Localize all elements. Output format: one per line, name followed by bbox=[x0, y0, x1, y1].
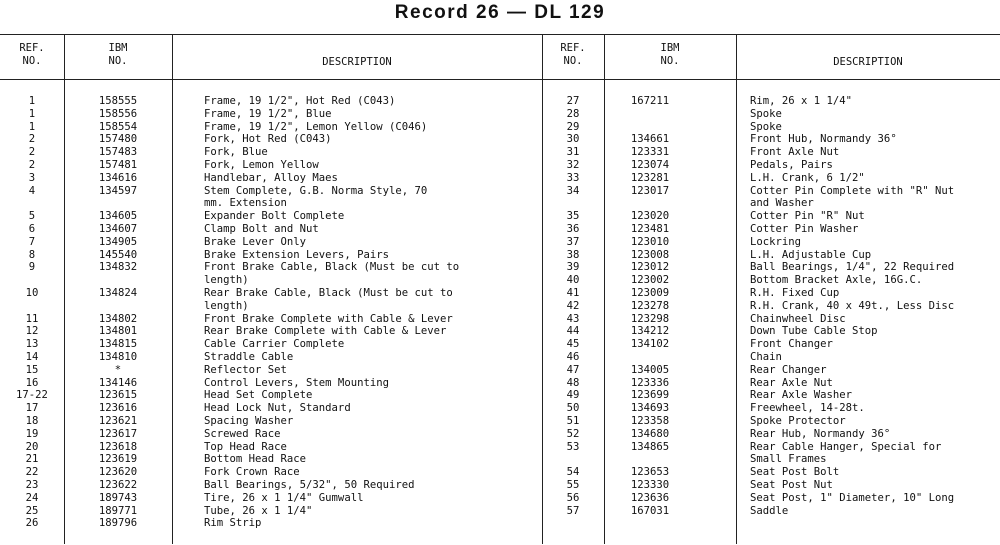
description-cell: Stem Complete, G.B. Norma Style, 70 bbox=[204, 184, 428, 197]
ibm-no-cell: 189771 bbox=[98, 504, 138, 517]
ref-no-cell: 17-22 bbox=[16, 389, 48, 402]
ibm-no-header bbox=[604, 42, 736, 68]
description-cell: Ball Bearings, 5/32", 50 Required bbox=[204, 479, 415, 491]
description-cell: Spoke Protector bbox=[750, 415, 846, 427]
description-cell: Chainwheel Disc bbox=[750, 312, 846, 325]
ref-no-cell: 18 bbox=[25, 415, 39, 427]
description-cell: Freewheel, 14-28t. bbox=[750, 402, 865, 415]
ref-no-cell: 51 bbox=[566, 415, 580, 427]
ref-no-cell: 6 bbox=[28, 223, 36, 235]
description-cell: Pedals, Pairs bbox=[750, 159, 833, 171]
ref-no-cell: 37 bbox=[566, 235, 580, 248]
ref-no-cell: 52 bbox=[566, 427, 580, 440]
ref-no-cell: 20 bbox=[25, 440, 39, 453]
description-cell: Front Hub, Normandy 36° bbox=[750, 133, 897, 146]
ref-no-cell: 9 bbox=[28, 261, 36, 274]
description-cell: Spoke bbox=[750, 107, 782, 120]
ref-no-cell: 31 bbox=[566, 146, 580, 159]
ref-no-cell: 7 bbox=[28, 235, 36, 248]
ref-no-header bbox=[0, 42, 64, 68]
ibm-no-cell: 123622 bbox=[98, 479, 138, 491]
description-cell: Control Levers, Stem Mounting bbox=[204, 376, 389, 389]
description-cell: Fork, Lemon Yellow bbox=[204, 159, 319, 171]
description-cell: length) bbox=[204, 299, 249, 312]
description-cell: Handlebar, Alloy Maes bbox=[204, 171, 338, 184]
description-cell: Bottom Bracket Axle, 16G.C. bbox=[750, 274, 923, 287]
ref-no-cell: 14 bbox=[25, 351, 39, 363]
ibm-no-cell: 189796 bbox=[98, 517, 138, 530]
ibm-no-cell: 123330 bbox=[630, 479, 670, 491]
description-cell: Rear Axle Nut bbox=[750, 376, 833, 389]
ref-no-cell: 43 bbox=[566, 312, 580, 325]
ibm-no-cell: 167031 bbox=[630, 504, 670, 517]
ref-no-cell: 55 bbox=[566, 479, 580, 491]
description-cell: Reflector Set bbox=[204, 363, 287, 376]
ibm-no-cell: 158556 bbox=[98, 107, 138, 120]
description-cell: Front Axle Nut bbox=[750, 146, 840, 159]
ibm-no-cell: 134801 bbox=[98, 325, 138, 338]
ibm-no-cell: 134815 bbox=[98, 338, 138, 351]
ibm-no-cell: 134212 bbox=[630, 325, 670, 338]
ibm-no-cell: 134810 bbox=[98, 351, 138, 363]
description-cell: Frame, 19 1/2", Lemon Yellow (C046) bbox=[204, 120, 428, 133]
ref-no-cell: 15 bbox=[25, 363, 39, 376]
description-cell: Rear Changer bbox=[750, 363, 827, 376]
ibm-no-cell: 157481 bbox=[98, 159, 138, 171]
ibm-no-cell: 123358 bbox=[630, 415, 670, 427]
ibm-no-cell: 123336 bbox=[630, 376, 670, 389]
header-line: NO. bbox=[108, 55, 128, 67]
ibm-no-cell: 123020 bbox=[630, 210, 670, 223]
ibm-no-cell: 189743 bbox=[98, 491, 138, 504]
ibm-no-cell: 134802 bbox=[98, 312, 138, 325]
ref-no-cell: 56 bbox=[566, 491, 580, 504]
header-line: NO. bbox=[22, 55, 42, 67]
ref-no-cell: 49 bbox=[566, 389, 580, 402]
ref-no-cell: 12 bbox=[25, 325, 39, 338]
description-cell: Seat Post, 1" Diameter, 10" Long bbox=[750, 491, 955, 504]
description-cell: Frame, 19 1/2", Hot Red (C043) bbox=[204, 95, 396, 107]
ref-no-cell: 5 bbox=[28, 210, 36, 223]
description-cell: Front Brake Complete with Cable & Lever bbox=[204, 312, 453, 325]
ref-no-cell: 30 bbox=[566, 133, 580, 146]
ref-no-cell: 13 bbox=[25, 338, 39, 351]
header-line: REF. bbox=[19, 42, 45, 54]
column-divider bbox=[736, 34, 737, 544]
ibm-no-cell: 123278 bbox=[630, 299, 670, 312]
description-cell: Fork, Blue bbox=[204, 146, 268, 159]
description-cell: L.H. Adjustable Cup bbox=[750, 248, 872, 261]
description-cell: Fork, Hot Red (C043) bbox=[204, 133, 332, 146]
description-cell: Saddle bbox=[750, 504, 789, 517]
ref-no-cell: 42 bbox=[566, 299, 580, 312]
description-cell: Tire, 26 x 1 1/4" Gumwall bbox=[204, 491, 364, 504]
ref-no-cell: 39 bbox=[566, 261, 580, 274]
ibm-no-cell: 157483 bbox=[98, 146, 138, 159]
ref-no-cell: 57 bbox=[566, 504, 580, 517]
ibm-no-cell: 134605 bbox=[98, 210, 138, 223]
description-cell: Rear Hub, Normandy 36° bbox=[750, 427, 891, 440]
ibm-no-cell: 123620 bbox=[98, 466, 138, 479]
ibm-no-cell: 123009 bbox=[630, 287, 670, 299]
ibm-no-cell: 123653 bbox=[630, 466, 670, 479]
ref-no-cell: 1 bbox=[28, 120, 36, 133]
description-cell: Cotter Pin Complete with "R" Nut bbox=[750, 184, 955, 197]
description-cell: Brake Extension Levers, Pairs bbox=[204, 248, 389, 261]
description-cell: Brake Lever Only bbox=[204, 235, 307, 248]
column-divider bbox=[172, 34, 173, 544]
ibm-no-cell: 134005 bbox=[630, 363, 670, 376]
description-cell: Front Brake Cable, Black (Must be cut to bbox=[204, 261, 460, 274]
ref-no-cell: 3 bbox=[28, 171, 36, 184]
ref-no-cell: 53 bbox=[566, 440, 580, 453]
description-cell: Seat Post Bolt bbox=[750, 466, 840, 479]
ibm-no-header bbox=[64, 42, 172, 68]
ref-no-cell: 36 bbox=[566, 223, 580, 235]
header-line: IBM bbox=[660, 42, 680, 54]
ibm-no-cell: 123618 bbox=[98, 440, 138, 453]
header-line: NO. bbox=[660, 55, 680, 67]
ibm-no-cell: 134832 bbox=[98, 261, 138, 274]
ibm-no-cell: 123017 bbox=[630, 184, 670, 197]
ibm-no-cell: 134607 bbox=[98, 223, 138, 235]
ref-no-cell: 2 bbox=[28, 159, 36, 171]
description-cell: Chain bbox=[750, 351, 782, 363]
header-rule bbox=[542, 79, 1000, 80]
header-rule bbox=[0, 79, 542, 80]
ref-no-cell: 10 bbox=[25, 287, 39, 299]
ref-no-cell: 21 bbox=[25, 453, 39, 466]
ibm-no-cell: 123636 bbox=[630, 491, 670, 504]
ibm-no-cell: 134824 bbox=[98, 287, 138, 299]
description-cell: Cable Carrier Complete bbox=[204, 338, 345, 351]
ref-no-cell: 34 bbox=[566, 184, 580, 197]
description-cell: Front Changer bbox=[750, 338, 833, 351]
ref-no-cell: 38 bbox=[566, 248, 580, 261]
ref-no-cell: 22 bbox=[25, 466, 39, 479]
description-cell: Spoke bbox=[750, 120, 782, 133]
ref-no-cell: 41 bbox=[566, 287, 580, 299]
ibm-no-cell: 123010 bbox=[630, 235, 670, 248]
description-cell: length) bbox=[204, 274, 249, 287]
description-cell: Clamp Bolt and Nut bbox=[204, 223, 319, 235]
ref-no-cell: 8 bbox=[28, 248, 36, 261]
ref-no-header bbox=[542, 42, 604, 68]
ibm-no-cell: 145540 bbox=[98, 248, 138, 261]
ref-no-cell: 1 bbox=[28, 95, 36, 107]
ibm-no-cell: 158554 bbox=[98, 120, 138, 133]
description-cell: L.H. Crank, 6 1/2" bbox=[750, 171, 865, 184]
ibm-no-cell: 123481 bbox=[630, 223, 670, 235]
ref-no-cell: 26 bbox=[25, 517, 39, 530]
description-cell: Rim, 26 x 1 1/4" bbox=[750, 95, 853, 107]
header-line: IBM bbox=[108, 42, 128, 54]
ref-no-cell: 46 bbox=[566, 351, 580, 363]
ref-no-cell: 1 bbox=[28, 107, 36, 120]
ref-no-cell: 28 bbox=[566, 107, 580, 120]
ibm-no-cell: 134102 bbox=[630, 338, 670, 351]
ibm-no-cell: 123621 bbox=[98, 415, 138, 427]
description-cell: Small Frames bbox=[750, 453, 827, 466]
description-cell: Tube, 26 x 1 1/4" bbox=[204, 504, 313, 517]
description-cell: R.H. Crank, 40 x 49t., Less Disc bbox=[750, 299, 955, 312]
description-cell: Head Lock Nut, Standard bbox=[204, 402, 351, 415]
description-cell: Rear Cable Hanger, Special for bbox=[750, 440, 942, 453]
description-cell: R.H. Fixed Cup bbox=[750, 287, 840, 299]
ref-no-cell: 47 bbox=[566, 363, 580, 376]
ref-no-cell: 27 bbox=[566, 95, 580, 107]
ibm-no-cell: 157480 bbox=[98, 133, 138, 146]
ibm-no-cell: 123616 bbox=[98, 402, 138, 415]
header-line: REF. bbox=[560, 42, 586, 54]
ibm-no-cell: 123617 bbox=[98, 427, 138, 440]
ref-no-cell: 2 bbox=[28, 133, 36, 146]
ibm-no-cell: 134905 bbox=[98, 235, 138, 248]
ref-no-cell: 54 bbox=[566, 466, 580, 479]
description-cell: Top Head Race bbox=[204, 440, 287, 453]
ref-no-cell: 35 bbox=[566, 210, 580, 223]
ref-no-cell: 25 bbox=[25, 504, 39, 517]
ibm-no-cell: 123074 bbox=[630, 159, 670, 171]
ref-no-cell: 4 bbox=[28, 184, 36, 197]
description-cell: Head Set Complete bbox=[204, 389, 313, 402]
header-line: NO. bbox=[563, 55, 583, 67]
ibm-no-cell: 134680 bbox=[630, 427, 670, 440]
description-cell: Ball Bearings, 1/4", 22 Required bbox=[750, 261, 955, 274]
description-cell: Spacing Washer bbox=[204, 415, 294, 427]
description-cell: Cotter Pin Washer bbox=[750, 223, 859, 235]
ibm-no-cell: 134865 bbox=[630, 440, 670, 453]
ibm-no-cell: 123002 bbox=[630, 274, 670, 287]
description-cell: Down Tube Cable Stop bbox=[750, 325, 878, 338]
description-cell: Seat Post Nut bbox=[750, 479, 833, 491]
ibm-no-cell: 123331 bbox=[630, 146, 670, 159]
ibm-no-cell: 134661 bbox=[630, 133, 670, 146]
description-header: DESCRIPTION bbox=[833, 56, 903, 68]
ref-no-cell: 44 bbox=[566, 325, 580, 338]
ref-no-cell: 48 bbox=[566, 376, 580, 389]
ref-no-cell: 50 bbox=[566, 402, 580, 415]
description-cell: mm. Extension bbox=[204, 197, 287, 210]
description-cell: Rim Strip bbox=[204, 517, 262, 530]
ref-no-cell: 40 bbox=[566, 274, 580, 287]
description-cell: Rear Axle Washer bbox=[750, 389, 853, 402]
ref-no-cell: 16 bbox=[25, 376, 39, 389]
ibm-no-cell: 123012 bbox=[630, 261, 670, 274]
ref-no-cell: 11 bbox=[25, 312, 39, 325]
description-cell: and Washer bbox=[750, 197, 814, 210]
description-cell: Straddle Cable bbox=[204, 351, 294, 363]
description-cell: Rear Brake Cable, Black (Must be cut to bbox=[204, 287, 453, 299]
ibm-no-cell: 123615 bbox=[98, 389, 138, 402]
ref-no-cell: 2 bbox=[28, 146, 36, 159]
ibm-no-cell: 134616 bbox=[98, 171, 138, 184]
ibm-no-cell: * bbox=[114, 363, 122, 376]
description-cell: Screwed Race bbox=[204, 427, 281, 440]
ibm-no-cell: 123008 bbox=[630, 248, 670, 261]
description-cell: Lockring bbox=[750, 235, 802, 248]
ref-no-cell: 24 bbox=[25, 491, 39, 504]
ref-no-cell: 45 bbox=[566, 338, 580, 351]
description-cell: Expander Bolt Complete bbox=[204, 210, 345, 223]
description-cell: Cotter Pin "R" Nut bbox=[750, 210, 865, 223]
description-cell: Frame, 19 1/2", Blue bbox=[204, 107, 332, 120]
ref-no-cell: 19 bbox=[25, 427, 39, 440]
description-cell: Rear Brake Complete with Cable & Lever bbox=[204, 325, 447, 338]
ibm-no-cell: 123281 bbox=[630, 171, 670, 184]
ibm-no-cell: 134693 bbox=[630, 402, 670, 415]
description-cell: Bottom Head Race bbox=[204, 453, 307, 466]
ref-no-cell: 29 bbox=[566, 120, 580, 133]
description-cell: Fork Crown Race bbox=[204, 466, 300, 479]
ref-no-cell: 17 bbox=[25, 402, 39, 415]
ref-no-cell: 32 bbox=[566, 159, 580, 171]
ibm-no-cell: 123619 bbox=[98, 453, 138, 466]
ibm-no-cell: 123699 bbox=[630, 389, 670, 402]
ibm-no-cell: 167211 bbox=[630, 95, 670, 107]
ref-no-cell: 33 bbox=[566, 171, 580, 184]
ibm-no-cell: 158555 bbox=[98, 95, 138, 107]
ibm-no-cell: 123298 bbox=[630, 312, 670, 325]
ibm-no-cell: 134597 bbox=[98, 184, 138, 197]
page-title: Record 26 — DL 129 bbox=[394, 2, 606, 23]
ibm-no-cell: 134146 bbox=[98, 376, 138, 389]
ref-no-cell: 23 bbox=[25, 479, 39, 491]
description-header: DESCRIPTION bbox=[322, 56, 392, 68]
